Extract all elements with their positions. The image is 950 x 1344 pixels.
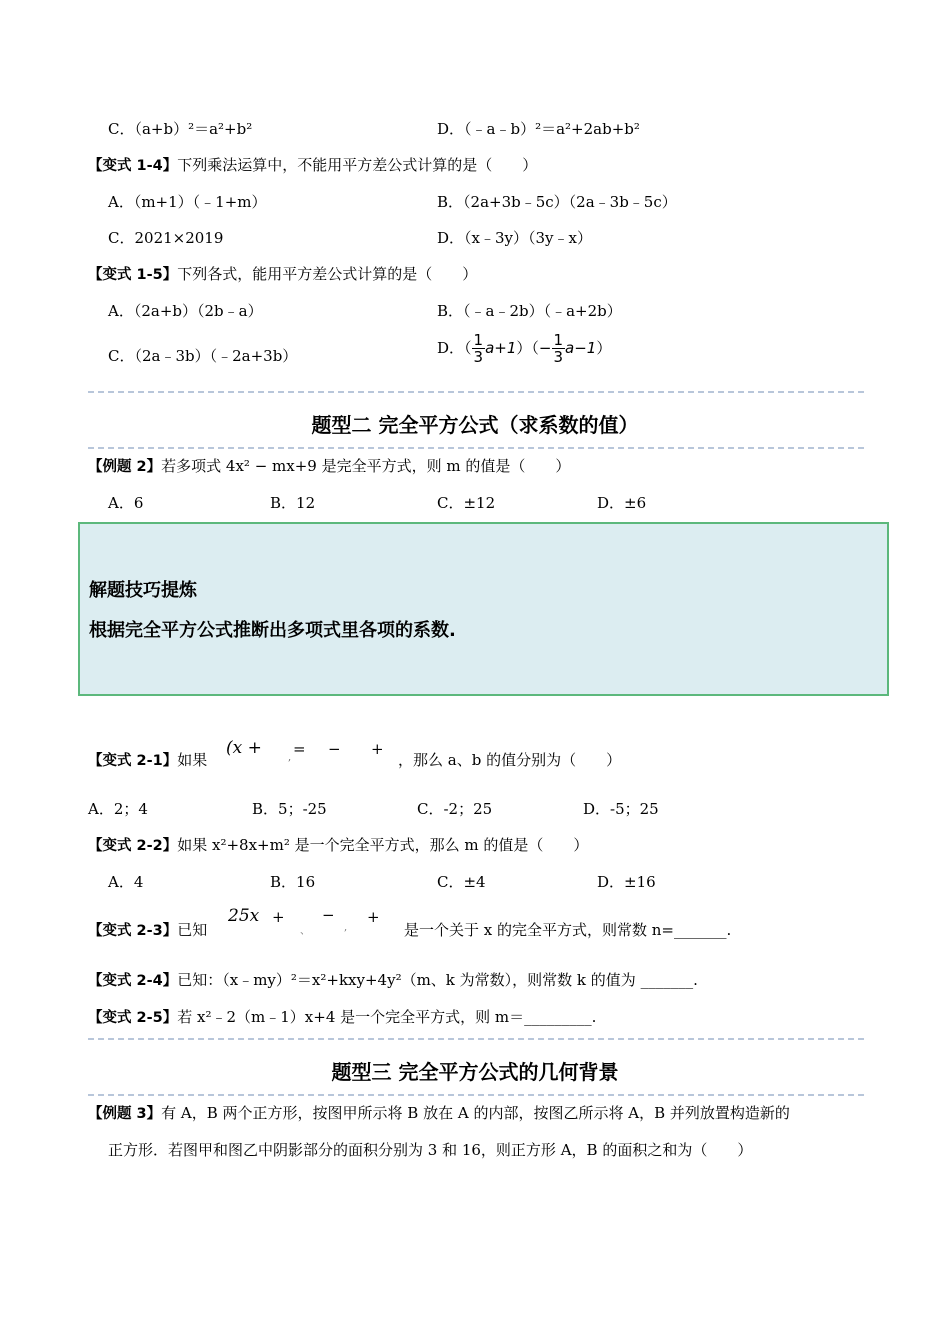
formula-fragment: + [367, 908, 380, 926]
option-c: C．±12 [437, 494, 496, 512]
option-d: D．（ $\frac{1}{3}$ a+1）（− $\frac{1}{3}$ a−1） [437, 331, 612, 366]
question-2-3 [88, 919, 207, 940]
question-suffix: ，那么 a、b 的值分别为（ ） [398, 751, 622, 769]
formula-fragment: = [293, 740, 306, 758]
option-a: A．6 [108, 494, 144, 512]
question-prefix: 如果 [177, 751, 208, 769]
formula-dot: , [344, 922, 348, 933]
option-c: C．（a+b）²＝a²+b² [108, 120, 253, 138]
formula-fragment: 25x [228, 906, 260, 926]
answer-blank[interactable]: _______ [674, 921, 727, 939]
question-tag: 【例题 3】 [88, 1106, 162, 1122]
answer-blank[interactable]: _________ [524, 1008, 592, 1026]
formula-fragment: + [371, 740, 384, 758]
question-tag: 【例题 2】 [88, 459, 162, 475]
question-prefix: 已知 [177, 921, 208, 939]
formula-fragment: (x + [226, 738, 262, 758]
formula-dot: 、 [300, 926, 310, 937]
question-tag: 【变式 1-5】 [88, 267, 178, 283]
option-d: D．（﹣a﹣b）²＝a²+2ab+b² [437, 120, 640, 138]
math-expr: a−1 [565, 339, 597, 357]
question-1-4 [88, 154, 537, 175]
example-2 [88, 455, 570, 476]
question-stem-cont: 正方形．若图甲和图乙中阴影部分的面积分别为 3 和 16，则正方形 A，B 的面积之和为（ ） [108, 1141, 753, 1159]
option-c: C．-2；25 [417, 800, 493, 818]
option-a: A．（2a+b）（2b﹣a） [108, 302, 263, 320]
option-a: A．2；4 [88, 800, 148, 818]
question-stem: 下列乘法运算中，不能用平方差公式计算的是（ ） [177, 156, 538, 174]
option-d: D．±16 [597, 873, 656, 891]
question-suffix: 是一个关于 x 的完全平方式，则常数 n=_______. [404, 921, 732, 939]
option-c: C．±4 [437, 873, 486, 891]
example-3 [88, 1102, 790, 1123]
option-b: B．（﹣a﹣2b）（﹣a+2b） [437, 302, 622, 320]
fraction: $\frac{1}{3}$ [473, 331, 484, 366]
question-stem: 有 A，B 两个正方形，按图甲所示将 B 放在 A 的内部，按图乙所示将 A，B 并列放置构造新的 [161, 1104, 790, 1122]
question-2-5: 【变式 2-5】若 x²﹣2（m﹣1）x+4 是一个完全平方式，则 m＝_________. [88, 1008, 597, 1026]
option-b: B．5；-25 [252, 800, 327, 818]
formula-dot: , [288, 752, 292, 763]
section-divider [88, 391, 864, 393]
section-divider [88, 1094, 864, 1096]
question-tag: 【变式 1-4】 [88, 158, 178, 174]
math-expr: a+1 [485, 339, 517, 357]
option-d: D．-5；25 [583, 800, 659, 818]
option-b: B．16 [270, 873, 316, 891]
option-d: D．±6 [597, 494, 647, 512]
question-stem: 下列各式，能用平方差公式计算的是（ ） [177, 265, 478, 283]
option-b: B．12 [270, 494, 316, 512]
question-1-5 [88, 263, 477, 284]
formula-fragment: + [272, 908, 285, 926]
tip-body: 根据完全平方公式推断出多项式里各项的系数. [89, 620, 456, 641]
question-tag: 【变式 2-1】 [88, 753, 178, 769]
answer-blank[interactable]: _______ [640, 971, 694, 989]
section-divider [88, 1038, 864, 1040]
formula-fragment: − [322, 906, 335, 924]
section-title: 题型二 完全平方公式（求系数的值） [311, 413, 639, 437]
option-b: B．（2a+3b﹣5c）（2a﹣3b﹣5c） [437, 193, 677, 211]
question-2-4: 【变式 2-4】已知：（x﹣my）²＝x²+kxy+4y²（m、k 为常数），则常数 k 的值为 _______. [88, 971, 698, 989]
question-2-2 [88, 834, 588, 855]
question-2-1 [88, 749, 207, 770]
option-label: D． [437, 339, 465, 357]
option-d: D．（x﹣3y）（3y﹣x） [437, 229, 592, 247]
option-c: C．2021×2019 [108, 229, 224, 247]
tip-box [78, 522, 889, 696]
question-tag: 【变式 2-3】 [88, 923, 178, 939]
fraction: $\frac{1}{3}$ [553, 331, 564, 366]
question-stem: 已知：（x﹣my）²＝x²+kxy+4y²（m、k 为常数），则常数 k 的值为 [177, 971, 641, 989]
option-c: C．（2a﹣3b）（﹣2a+3b） [108, 347, 298, 365]
option-a: A．4 [108, 873, 144, 891]
question-stem: 若 x²﹣2（m﹣1）x+4 是一个完全平方式，则 m＝ [177, 1008, 525, 1026]
question-tag: 【变式 2-5】 [88, 1010, 178, 1026]
section-title: 题型三 完全平方公式的几何背景 [331, 1060, 619, 1084]
question-stem: 如果 x²+8x+m² 是一个完全平方式，那么 m 的值是（ ） [177, 836, 589, 854]
section-divider [88, 447, 864, 449]
question-tag: 【变式 2-2】 [88, 838, 178, 854]
question-stem: 若多项式 4x² − mx+9 是完全平方式，则 m 的值是（ ） [161, 457, 571, 475]
tip-title: 解题技巧提炼 [89, 580, 197, 601]
question-tag: 【变式 2-4】 [88, 973, 178, 989]
option-a: A．（m+1）（﹣1+m） [108, 193, 267, 211]
formula-fragment: − [328, 740, 341, 758]
